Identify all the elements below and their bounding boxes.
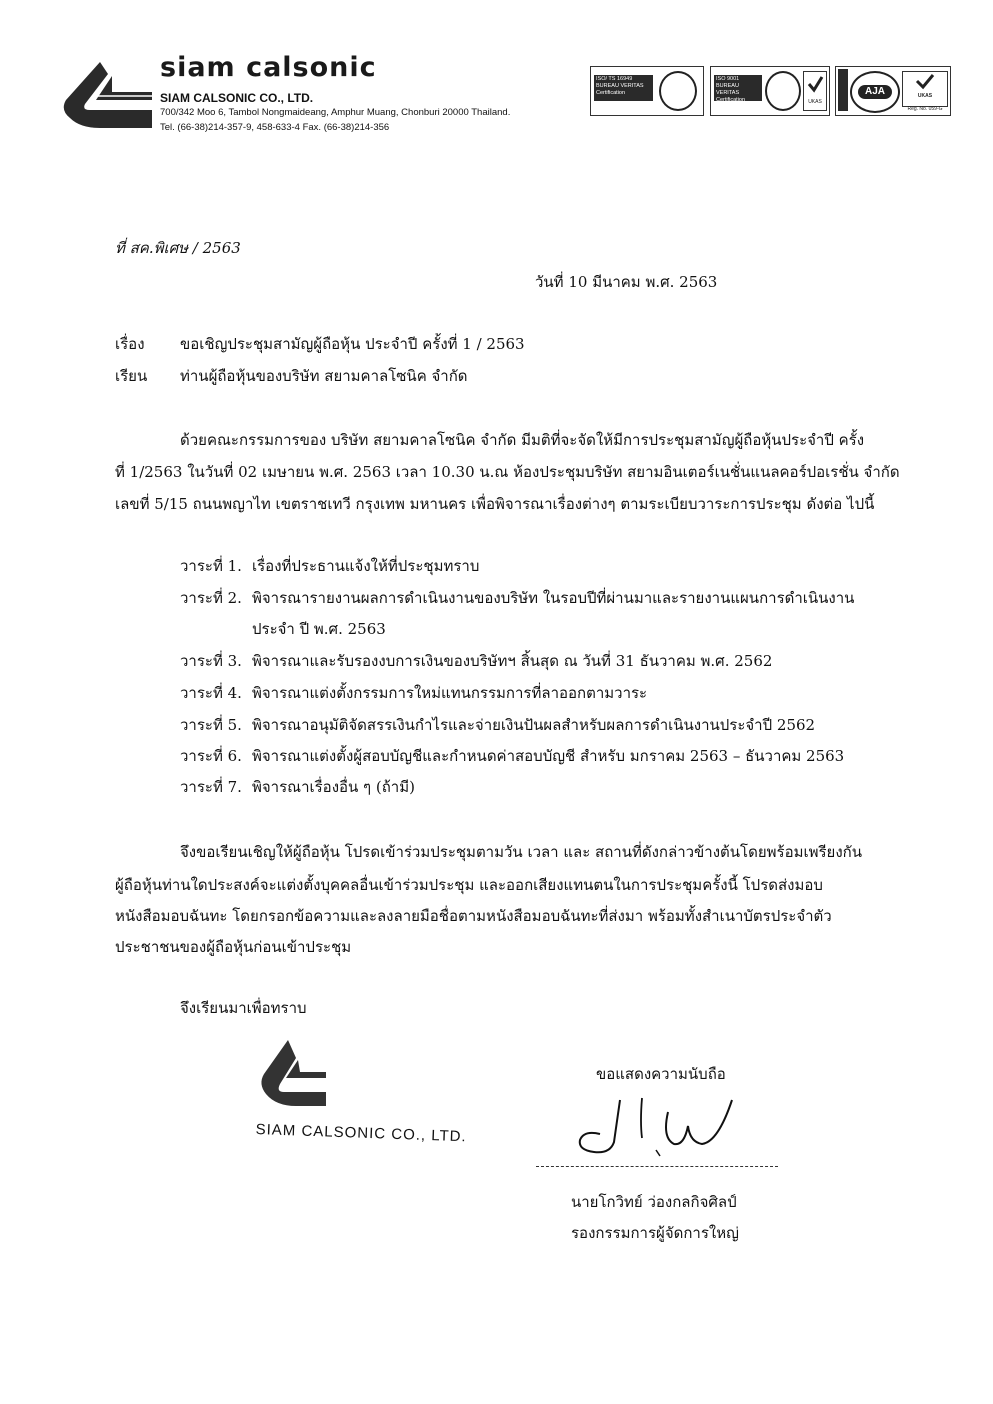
aja-seal-icon <box>850 71 900 113</box>
aja-badge: AJA <box>858 85 892 99</box>
cert-1-text2: BUREAU VERITAS <box>596 83 644 89</box>
cert-2-text1: ISO 9001 <box>716 76 740 82</box>
cert-2-text2: BUREAU VERITAS <box>716 83 740 96</box>
cert-3-ukas: UKAS <box>917 93 933 99</box>
agenda-text-4: พิจารณาแต่งตั้งกรรมการใหม่แทนกรรมการที่ลาออกตามวาระ <box>252 684 648 702</box>
signer-name: นายโกวิทย์ ว่องกลกิจศิลป์ <box>571 1193 737 1211</box>
subject-label: เรื่อง <box>115 335 145 353</box>
cert-2-text3: Certification <box>716 97 746 103</box>
ukas-check-icon <box>902 71 948 107</box>
company-stamp-logo <box>256 1038 326 1110</box>
signature-mark <box>572 1092 752 1162</box>
signer-title: รองกรรมการผู้จัดการใหญ่ <box>571 1224 739 1242</box>
cert-iso-14001 <box>835 66 951 116</box>
bureau-veritas-seal-icon <box>659 71 697 111</box>
brand-wordmark: siam calsonic <box>160 52 377 83</box>
cert-3-reg: Reg. No. 059-G <box>907 106 943 112</box>
company-logo <box>52 60 152 132</box>
sign-off: จึงเรียนมาเพื่อทราบ <box>180 999 307 1017</box>
bureau-veritas-seal-icon <box>765 71 801 111</box>
agenda-text-2: พิจารณารายงานผลการดำเนินงานของบริษัท ในรอบปีที่ผ่านมาและรายงานแผนการดำเนินงาน <box>252 589 855 607</box>
cert-iso-9001 <box>710 66 830 116</box>
letter-date: วันที่ 10 มีนาคม พ.ศ. 2563 <box>535 273 718 291</box>
company-phone-fax: Tel. (66-38)214-357-9, 458-633-4 Fax. (66-38)214-356 <box>160 122 390 133</box>
agenda-text-2-cont: ประจำ ปี พ.ศ. 2563 <box>252 620 386 638</box>
agenda-label-6: วาระที่ 6. <box>180 747 242 765</box>
company-name: SIAM CALSONIC CO., LTD. <box>160 91 314 105</box>
closing-line-1: จึงขอเรียนเชิญให้ผู้ถือหุ้น โปรดเข้าร่วมประชุมตามวัน เวลา และ สถานที่ดังกล่าวข้างต้นโดยพร้อมเพรียงกัน <box>180 843 862 861</box>
agenda-label-4: วาระที่ 4. <box>180 684 242 702</box>
cert-2-ukas: UKAS <box>808 99 822 105</box>
agenda-text-1: เรื่องที่ประธานแจ้งให้ที่ประชุมทราบ <box>252 557 480 575</box>
agenda-label-1: วาระที่ 1. <box>180 557 242 575</box>
stamp-company-name: SIAM CALSONIC CO., LTD. <box>255 1120 467 1146</box>
cert-1-text1: ISO/ TS 16949 <box>596 76 633 82</box>
to-text: ท่านผู้ถือหุ้นของบริษัท สยามคาลโซนิค จำกัด <box>180 367 468 385</box>
ukas-check-icon <box>803 71 827 111</box>
reference-number: ที่ สค.พิเศษ / 2563 <box>115 239 241 257</box>
to-label: เรียน <box>115 367 148 385</box>
cert-iso-ts16949 <box>590 66 704 116</box>
agenda-label-2: วาระที่ 2. <box>180 589 242 607</box>
intro-line-3: เลขที่ 5/15 ถนนพญาไท เขตราชเทวี กรุงเทพ มหานคร เพื่อพิจารณาเรื่องต่างๆ ตามระเบียบวาระการประชุม ดังต่อ ไปนี้ <box>115 495 875 513</box>
agenda-text-6: พิจารณาแต่งตั้งผู้สอบบัญชีและกำหนดค่าสอบบัญชี สำหรับ มกราคม 2563 – ธันวาคม 2563 <box>252 747 845 765</box>
signature-line <box>536 1166 778 1167</box>
agenda-label-7: วาระที่ 7. <box>180 778 242 796</box>
regards: ขอแสดงความนับถือ <box>596 1065 726 1083</box>
closing-line-4: ประชาชนของผู้ถือหุ้นก่อนเข้าประชุม <box>115 938 352 956</box>
intro-line-2: ที่ 1/2563 ในวันที่ 02 เมษายน พ.ศ. 2563 เวลา 10.30 น.ณ ห้องประชุมบริษัท สยามอินเตอร์เนชั่นแนลคอร์ปอเรชั่น จำกัด <box>115 463 900 481</box>
closing-line-2: ผู้ถือหุ้นท่านใดประสงค์จะแต่งตั้งบุคคลอื่นเข้าร่วมประชุม และออกเสียงแทนตนในการประชุมครั้งนี้ โปรดส่งมอบ <box>115 876 823 894</box>
agenda-text-5: พิจารณาอนุมัติจัดสรรเงินกำไรและจ่ายเงินปันผลสำหรับผลการดำเนินงานประจำปี 2562 <box>252 716 816 734</box>
agenda-label-3: วาระที่ 3. <box>180 652 242 670</box>
cert-3-side <box>838 69 848 111</box>
agenda-text-3: พิจารณาและรับรองงบการเงินของบริษัทฯ สิ้นสุด ณ วันที่ 31 ธันวาคม พ.ศ. 2562 <box>252 652 773 670</box>
cert-1-text3: Certification <box>596 90 626 96</box>
agenda-text-7: พิจารณาเรื่องอื่น ๆ (ถ้ามี) <box>252 778 415 796</box>
closing-line-3: หนังสือมอบฉันทะ โดยกรอกข้อความและลงลายมือชื่อตามหนังสือมอบฉันทะที่ส่งมา พร้อมทั้งสำเนาบัตรประจำตัว <box>115 907 832 925</box>
agenda-label-5: วาระที่ 5. <box>180 716 242 734</box>
intro-line-1: ด้วยคณะกรรมการของ บริษัท สยามคาลโซนิค จำกัด มีมติที่จะจัดให้มีการประชุมสามัญผู้ถือหุ้นประจำปี ครั้ง <box>180 431 865 449</box>
subject-text: ขอเชิญประชุมสามัญผู้ถือหุ้น ประจำปี ครั้งที่ 1 / 2563 <box>180 335 525 353</box>
company-address: 700/342 Moo 6, Tambol Nongmaideang, Amphur Muang, Chonburi 20000 Thailand. <box>160 107 511 118</box>
